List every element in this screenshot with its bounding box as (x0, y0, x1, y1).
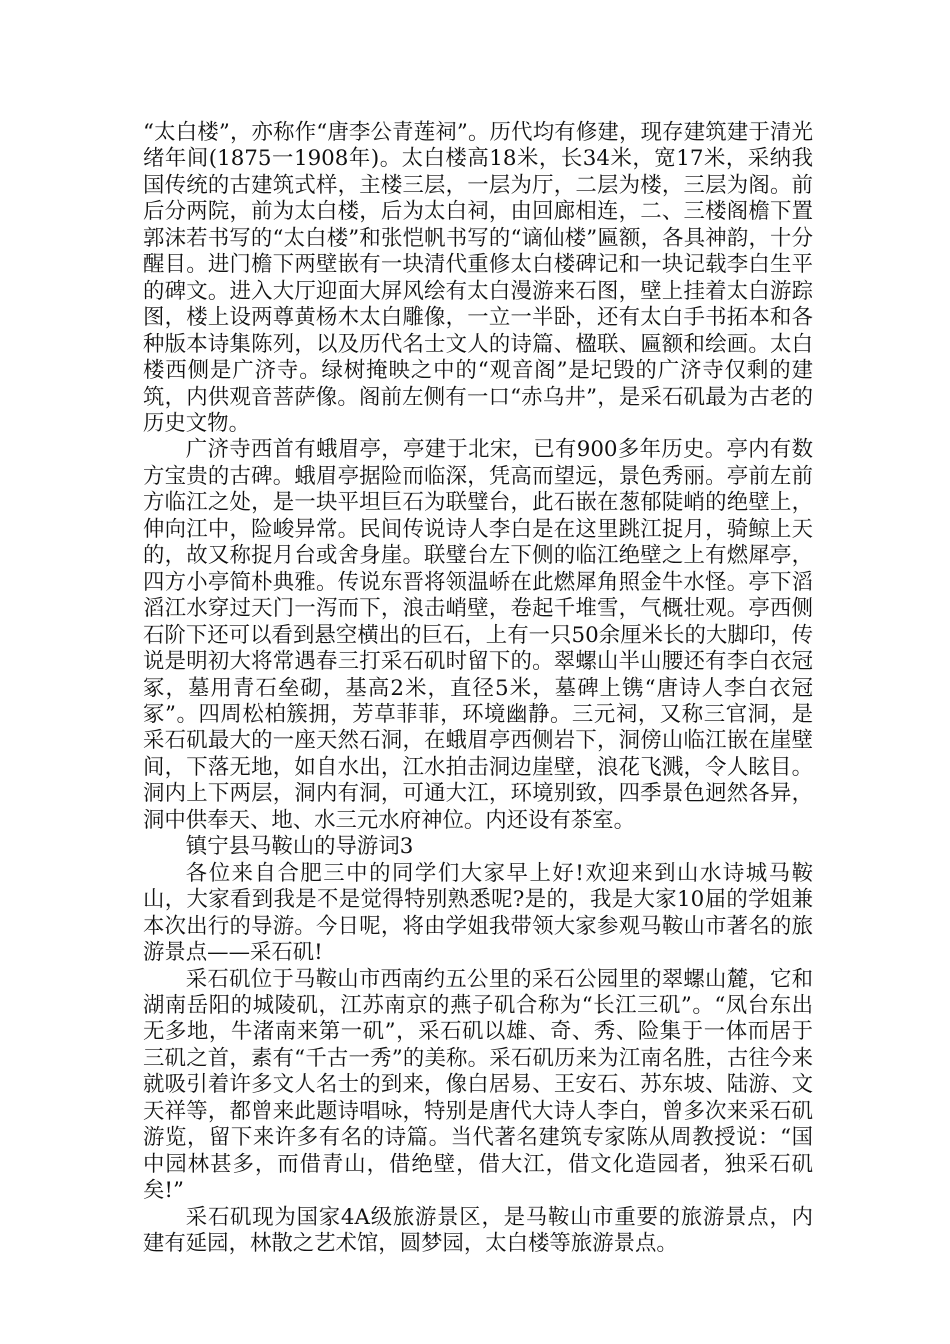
section-heading: 镇宁县马鞍山的导游词3 (185, 834, 414, 860)
paragraph-scenic-area: 采石矶现为国家4A级旅游景区，是马鞍山市重要的旅游景点，内建有延园，林散之艺术馆，圆梦园，太白楼等旅游景点。 (143, 1204, 813, 1257)
paragraph-caishiji-intro: 采石矶位于马鞍山市西南约五公里的采石公园里的翠螺山麓，它和湖南岳阳的城陵矶，江苏南京的燕子矶合称为“长江三矶”。“凤台东出无多地，牛渚南来第一矶”，采石矶以雄、奇、秀、险集于一体而居于三矶之首，素有“千古一秀”的美称。采石矶历来为江南名胜，古往今来就吸引着许多文人名士的到来，像白居易、王安石、苏东坡、陆游、文天祥等，都曾来此题诗唱咏，特别是唐代大诗人李白，曾多次来采石矶游览，留下来许多有名的诗篇。当代著名建筑专家陈从周教授说：“国中园林甚多，而借青山，借绝壁，借大江，借文化造园者，独采石矶矣!” (143, 966, 813, 1204)
document-page (143, 120, 813, 1257)
paragraph-guangji-temple: 广济寺西首有蛾眉亭，亭建于北宋，已有900多年历史。亭内有数方宝贵的古碑。蛾眉亭据险而临深，凭高而望远，景色秀丽。亭前左前方临江之处，是一块平坦巨石为联璧台，此石嵌在葱郁陡峭的绝壁上，伸向江中，险峻异常。民间传说诗人李白是在这里跳江捉月，骑鲸上天的，故又称捉月台或舍身崖。联璧台左下侧的临江绝壁之上有燃犀亭，四方小亭简朴典雅。传说东晋将领温峤在此燃犀角照金牛水怪。亭下滔滔江水穿过天门一泻而下，浪击峭壁，卷起千堆雪，气概壮观。亭西侧石阶下还可以看到悬空横出的巨石，上有一只50余厘米长的大脚印，传说是明初大将常遇春三打采石矶时留下的。翠螺山半山腰还有李白衣冠冢，墓用青石垒砌，基高2米，直径5米，墓碑上镌“唐诗人李白衣冠冢”。四周松柏簇拥，芳草菲菲，环境幽静。三元祠，又称三官洞，是采石矶最大的一座天然石洞，在蛾眉亭西侧岩下，洞傍山临江嵌在崖壁间，下落无地，如自水出，江水拍击洞边崖壁，浪花飞溅，令人眩目。洞内上下两层，洞内有洞，可通大江，环境别致，四季景色迥然各异，洞中供奉天、地、水三元水府神位。内还设有茶室。 (143, 437, 813, 833)
paragraph-welcome: 各位来自合肥三中的同学们大家早上好!欢迎来到山水诗城马鞍山，大家看到我是不是觉得特别熟悉呢?是的，我是大家10届的学姐兼本次出行的导游。今日呢，将由学姐我带领大家参观马鞍山市著名的旅游景点——采石矶! (143, 860, 813, 966)
paragraph-taibai-tower: “太白楼”，亦称作“唐李公青莲祠”。历代均有修建，现存建筑建于清光绪年间(1875一1908年)。太白楼高18米，长34米，宽17米，采纳我国传统的古建筑式样，主楼三层，一层为厅，二层为楼，三层为阁。前后分两院，前为太白楼，后为太白祠，由回廊相连，二、三楼阁檐下置郭沫若书写的“太白楼”和张恺帆书写的“谪仙楼”匾额，各具神韵，十分醒目。进门檐下两壁嵌有一块清代重修太白楼碑记和一块记载李白生平的碑文。进入大厅迎面大屏风绘有太白漫游来石图，壁上挂着太白游踪图，楼上设两尊黄杨木太白雕像，一立一半卧，还有太白手书拓本和各种版本诗集陈列，以及历代名士文人的诗篇、楹联、匾额和绘画。太白楼西侧是广济寺。绿树掩映之中的“观音阁”是圮毁的广济寺仅剩的建筑，内供观音菩萨像。阁前左侧有一口“赤乌井”，是采石矶最为古老的历史文物。 (143, 120, 813, 436)
